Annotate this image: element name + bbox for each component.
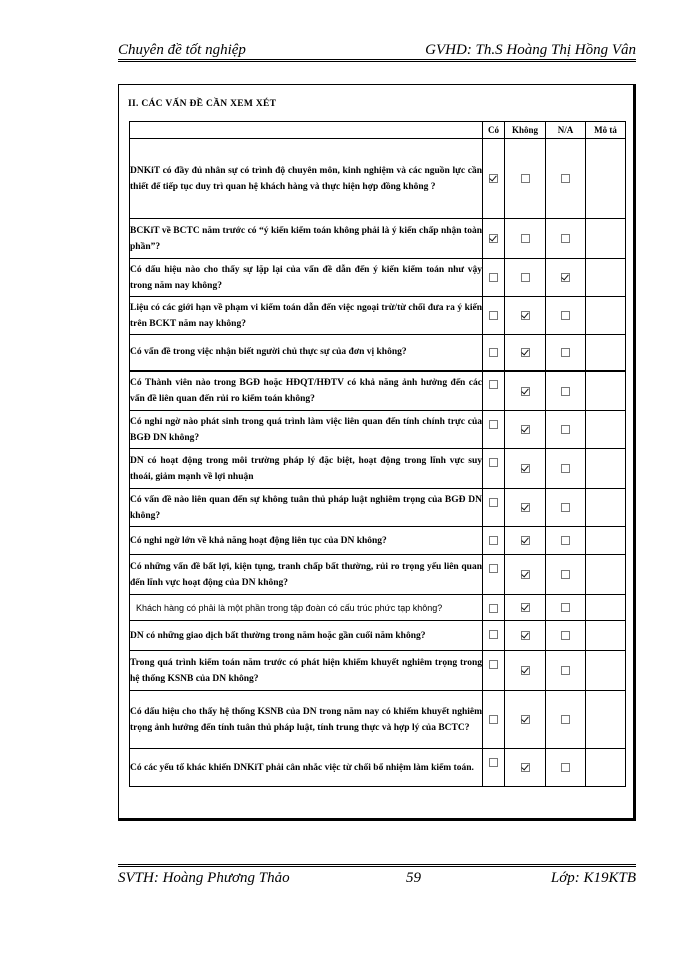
question-cell: Có nghi ngờ lớn về khả năng hoạt động liên tục của DN không?	[130, 527, 483, 555]
table-row	[130, 371, 626, 411]
question-cell: DN có hoạt động trong môi trường pháp lý đặc biệt, hoạt động trong lĩnh vực suy thoái, giảm mạnh về lợi nhuận	[130, 449, 483, 489]
question-cell: Có dấu hiệu nào cho thấy sự lặp lại của vấn đề dẫn đến ý kiến kiểm toán như vậy trong năm nay không?	[130, 259, 483, 297]
table-row	[130, 691, 626, 749]
question-cell: Liệu có các giới hạn về phạm vi kiểm toán dẫn đến việc ngoại trừ/từ chối đưa ra ý kiến trên BCKT năm nay không?	[130, 297, 483, 335]
question-cell: Có vấn đề nào liên quan đến sự không tuân thủ pháp luật nghiêm trọng của BGĐ DN không?	[130, 489, 483, 527]
yes-checkbox[interactable]	[489, 380, 498, 389]
na-cell	[546, 651, 586, 691]
na-cell	[546, 489, 586, 527]
yes-checkbox[interactable]	[489, 420, 498, 429]
no-checkbox[interactable]	[521, 464, 530, 473]
table-row	[130, 411, 626, 449]
na-checkbox[interactable]	[561, 174, 570, 183]
no-cell	[505, 651, 546, 691]
no-checkbox[interactable]	[521, 763, 530, 772]
description-cell[interactable]	[586, 371, 626, 411]
no-cell	[505, 449, 546, 489]
no-checkbox[interactable]	[521, 631, 530, 640]
no-checkbox[interactable]	[521, 273, 530, 282]
na-checkbox[interactable]	[561, 273, 570, 282]
na-cell	[546, 219, 586, 259]
na-cell	[546, 297, 586, 335]
header-topic: Chuyên đề tốt nghiệp	[118, 42, 246, 58]
no-cell	[505, 527, 546, 555]
table-row	[130, 489, 626, 527]
yes-cell	[483, 595, 505, 621]
yes-checkbox[interactable]	[489, 564, 498, 573]
yes-checkbox[interactable]	[489, 348, 498, 357]
no-checkbox[interactable]	[521, 570, 530, 579]
no-cell	[505, 411, 546, 449]
description-cell[interactable]	[586, 297, 626, 335]
no-checkbox[interactable]	[521, 503, 530, 512]
na-checkbox[interactable]	[561, 570, 570, 579]
na-cell	[546, 411, 586, 449]
yes-cell	[483, 449, 505, 489]
question-cell: BCKiT về BCTC năm trước có “ý kiến kiểm toán không phải là ý kiến chấp nhận toàn phần”?	[130, 219, 483, 259]
table-row	[130, 449, 626, 489]
table-row	[130, 139, 626, 219]
na-checkbox[interactable]	[561, 234, 570, 243]
description-cell[interactable]	[586, 335, 626, 371]
no-cell	[505, 595, 546, 621]
description-cell[interactable]	[586, 411, 626, 449]
no-checkbox[interactable]	[521, 311, 530, 320]
description-cell[interactable]	[586, 651, 626, 691]
yes-checkbox[interactable]	[489, 536, 498, 545]
table-header-row	[130, 122, 626, 139]
na-checkbox[interactable]	[561, 503, 570, 512]
description-cell[interactable]	[586, 691, 626, 749]
page-footer	[118, 864, 636, 888]
no-cell	[505, 219, 546, 259]
table-row	[130, 621, 626, 651]
no-checkbox[interactable]	[521, 348, 530, 357]
question-cell: Có những vấn đề bất lợi, kiện tụng, tranh chấp bất thường, rủi ro trọng yếu liên quan đến lĩnh vực hoạt động của DN không?	[130, 555, 483, 595]
na-checkbox[interactable]	[561, 464, 570, 473]
header-advisor: GVHD: Th.S Hoàng Thị Hồng Vân	[425, 42, 636, 58]
table-row	[130, 527, 626, 555]
yes-cell	[483, 691, 505, 749]
yes-cell	[483, 749, 505, 787]
yes-checkbox[interactable]	[489, 174, 498, 183]
no-cell	[505, 555, 546, 595]
description-cell[interactable]	[586, 449, 626, 489]
question-cell: DNKiT có đầy đủ nhân sự có trình độ chuyên môn, kinh nghiệm và các nguồn lực cần thiết để tiếp tục duy trì quan hệ khách hàng và thực hiện hợp đồng không ?	[130, 139, 483, 219]
description-cell[interactable]	[586, 527, 626, 555]
column-header-yes: Có	[483, 122, 505, 139]
na-cell	[546, 527, 586, 555]
na-cell	[546, 691, 586, 749]
na-cell	[546, 555, 586, 595]
yes-checkbox[interactable]	[489, 758, 498, 767]
footer-student: SVTH: Hoàng Phương Thảo	[118, 870, 290, 886]
yes-checkbox[interactable]	[489, 458, 498, 467]
no-checkbox[interactable]	[521, 234, 530, 243]
question-cell: Trong quá trình kiểm toán năm trước có phát hiện khiếm khuyết nghiêm trọng trong hệ thống KSNB của DN không?	[130, 651, 483, 691]
column-header-no: Không	[505, 122, 546, 139]
table-row	[130, 749, 626, 787]
description-cell[interactable]	[586, 621, 626, 651]
header-rule	[118, 59, 636, 62]
no-cell	[505, 749, 546, 787]
na-checkbox[interactable]	[561, 348, 570, 357]
na-checkbox[interactable]	[561, 387, 570, 396]
no-cell	[505, 621, 546, 651]
yes-checkbox[interactable]	[489, 715, 498, 724]
column-header-description: Mô tả	[586, 122, 626, 139]
checklist-table	[129, 121, 626, 787]
yes-checkbox[interactable]	[489, 234, 498, 243]
no-checkbox[interactable]	[521, 425, 530, 434]
description-cell[interactable]	[586, 219, 626, 259]
yes-checkbox[interactable]	[489, 604, 498, 613]
na-cell	[546, 621, 586, 651]
no-checkbox[interactable]	[521, 603, 530, 612]
yes-cell	[483, 411, 505, 449]
yes-cell	[483, 651, 505, 691]
column-header-na: N/A	[546, 122, 586, 139]
no-cell	[505, 297, 546, 335]
yes-checkbox[interactable]	[489, 311, 498, 320]
question-cell: Có nghi ngờ nào phát sinh trong quá trình làm việc liên quan đến tính chính trực của BGĐ DN không?	[130, 411, 483, 449]
no-cell	[505, 489, 546, 527]
na-cell	[546, 371, 586, 411]
yes-cell	[483, 335, 505, 371]
description-cell[interactable]	[586, 749, 626, 787]
na-cell	[546, 449, 586, 489]
table-row	[130, 595, 626, 621]
table-row	[130, 297, 626, 335]
na-cell	[546, 335, 586, 371]
na-cell	[546, 139, 586, 219]
na-checkbox[interactable]	[561, 631, 570, 640]
no-checkbox[interactable]	[521, 174, 530, 183]
no-checkbox[interactable]	[521, 387, 530, 396]
question-cell: DN có những giao dịch bất thường trong năm hoặc gần cuối năm không?	[130, 621, 483, 651]
question-cell: Khách hàng có phải là một phần trong tập đoàn có cấu trúc phức tạp không?	[130, 595, 483, 621]
na-checkbox[interactable]	[561, 763, 570, 772]
yes-cell	[483, 621, 505, 651]
yes-cell	[483, 259, 505, 297]
yes-checkbox[interactable]	[489, 498, 498, 507]
no-cell	[505, 691, 546, 749]
no-checkbox[interactable]	[521, 666, 530, 675]
yes-cell	[483, 139, 505, 219]
footer-class: Lớp: K19KTB	[550, 870, 636, 886]
na-cell	[546, 749, 586, 787]
no-checkbox[interactable]	[521, 715, 530, 724]
yes-checkbox[interactable]	[489, 630, 498, 639]
yes-cell	[483, 489, 505, 527]
yes-cell	[483, 297, 505, 335]
section-title: II. CÁC VẤN ĐỀ CẦN XEM XÉT	[128, 99, 277, 109]
yes-cell	[483, 527, 505, 555]
na-checkbox[interactable]	[561, 603, 570, 612]
page-header	[118, 40, 636, 62]
na-checkbox[interactable]	[561, 425, 570, 434]
yes-cell	[483, 555, 505, 595]
na-cell	[546, 595, 586, 621]
na-checkbox[interactable]	[561, 311, 570, 320]
table-row	[130, 651, 626, 691]
no-cell	[505, 259, 546, 297]
yes-checkbox[interactable]	[489, 660, 498, 669]
na-checkbox[interactable]	[561, 666, 570, 675]
column-header-question	[130, 122, 483, 139]
yes-cell	[483, 371, 505, 411]
na-checkbox[interactable]	[561, 536, 570, 545]
na-checkbox[interactable]	[561, 715, 570, 724]
question-cell: Có dấu hiệu cho thấy hệ thống KSNB của DN trong năm nay có khiếm khuyết nghiêm trọng ảnh hưởng đến tính tuân thủ pháp luật, tính trung thực và hợp lý của BCTC?	[130, 691, 483, 749]
description-cell[interactable]	[586, 595, 626, 621]
no-cell	[505, 371, 546, 411]
yes-cell	[483, 219, 505, 259]
no-cell	[505, 139, 546, 219]
table-row	[130, 335, 626, 371]
question-cell: Có vấn đề trong việc nhận biết người chủ thực sự của đơn vị không?	[130, 335, 483, 371]
question-cell: Có Thành viên nào trong BGĐ hoặc HĐQT/HĐTV có khả năng ảnh hưởng đến các vấn đề liên quan đến rủi ro kiểm toán không?	[130, 371, 483, 411]
description-cell[interactable]	[586, 139, 626, 219]
description-cell[interactable]	[586, 489, 626, 527]
question-cell: Có các yếu tố khác khiến DNKiT phải cân nhắc việc từ chối bổ nhiệm làm kiểm toán.	[130, 749, 483, 787]
no-checkbox[interactable]	[521, 536, 530, 545]
footer-rule	[118, 864, 636, 867]
description-cell[interactable]	[586, 555, 626, 595]
yes-checkbox[interactable]	[489, 273, 498, 282]
description-cell[interactable]	[586, 259, 626, 297]
na-cell	[546, 259, 586, 297]
table-row	[130, 219, 626, 259]
table-row	[130, 555, 626, 595]
table-row	[130, 259, 626, 297]
no-cell	[505, 335, 546, 371]
page-number: 59	[406, 870, 421, 886]
